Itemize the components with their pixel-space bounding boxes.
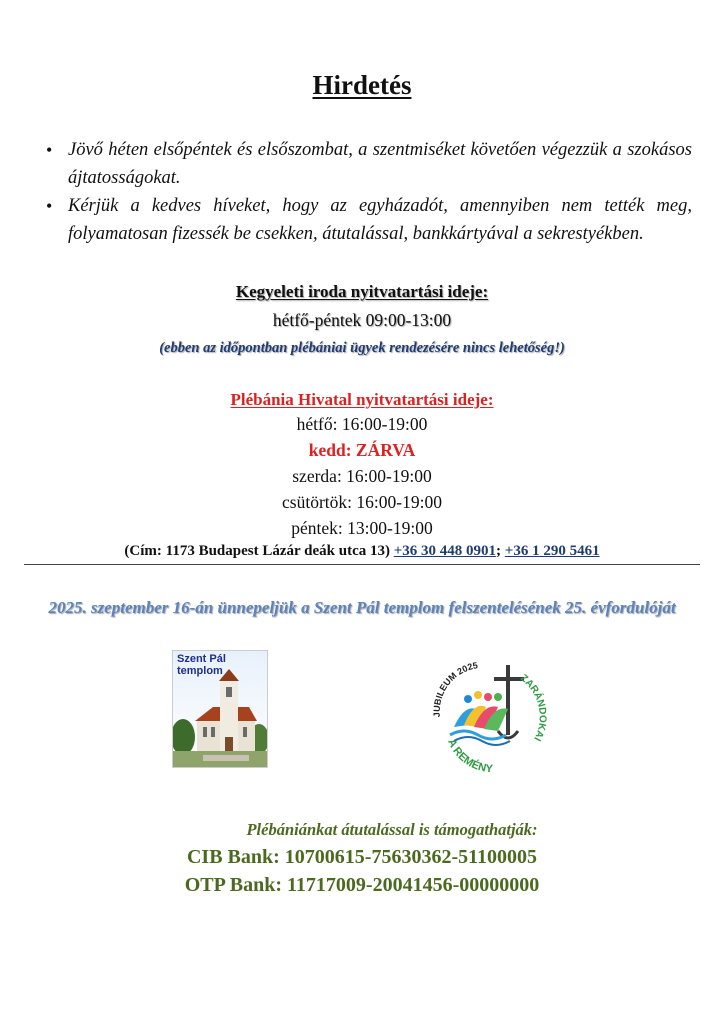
support-intro: Plébániánkat átutalással is támogathatják: xyxy=(246,820,538,839)
list-item: • Kérjük a kedves híveket, hogy az egyházadót, amennyiben nem tették meg, folyamatosan fizessék be csekken, átutalással, bankkártyával a sekrestyékben. xyxy=(46,192,692,248)
logo-arc-bottom: A REMÉNY xyxy=(445,737,494,773)
hours-wednesday: szerda: 16:00-19:00 xyxy=(292,466,432,486)
hours-tuesday-closed: kedd: ZÁRVA xyxy=(308,440,416,460)
phone-separator: ; xyxy=(496,543,502,559)
cib-bank-account: CIB Bank: 10700615-75630362-51100005 xyxy=(186,846,538,868)
parish-office-heading: Plébánia Hivatal nyitvatartási ideje: xyxy=(230,390,494,409)
page-title: Hirdetés xyxy=(312,70,412,100)
otp-bank-account: OTP Bank: 11717009-20041456-00000000 xyxy=(184,874,540,896)
hours-thursday: csütörtök: 16:00-19:00 xyxy=(282,492,442,512)
phone-link-mobile[interactable]: +36 30 448 0901 xyxy=(393,543,497,559)
photo-caption-line2: templom xyxy=(177,665,223,677)
anniversary-notice: 2025. szeptember 16-án ünnepeljük a Szent Pál templom felszentelésének 25. évfordulóját xyxy=(48,598,676,617)
office-hours: hétfő-péntek 09:00-13:00 xyxy=(272,310,452,330)
jubilee-logo xyxy=(418,655,558,773)
logo-arc-right: ZARÁNDOKAI xyxy=(518,672,548,743)
hours-friday: péntek: 13:00-19:00 xyxy=(291,518,433,538)
photo-caption xyxy=(177,653,226,677)
office-hours-note: (ebben az időpontban plébániai ügyek rendezésére nincs lehetőség!) xyxy=(159,340,565,356)
address-line xyxy=(0,543,724,560)
list-item: • Jövő héten elsőpéntek és elsőszombat, a szentmiséket követően végezzük a szokásos ájtatosságokat. xyxy=(46,136,692,192)
hours-monday: hétfő: 16:00-19:00 xyxy=(296,414,428,434)
jubilee-logo-graphic xyxy=(418,655,558,773)
phone-link-landline[interactable]: +36 1 290 5461 xyxy=(504,543,600,559)
photo-caption-line1: Szent Pál xyxy=(177,653,226,665)
address-text: (Cím: 1173 Budapest Lázár deák utca 13) xyxy=(124,543,390,559)
office-hours-heading: Kegyeleti iroda nyitvatartási ideje: xyxy=(235,282,489,301)
announcement-list xyxy=(46,136,692,248)
logo-arc-top: JUBILEUM 2025 xyxy=(431,660,479,718)
divider xyxy=(24,564,700,565)
church-photo xyxy=(172,650,268,768)
